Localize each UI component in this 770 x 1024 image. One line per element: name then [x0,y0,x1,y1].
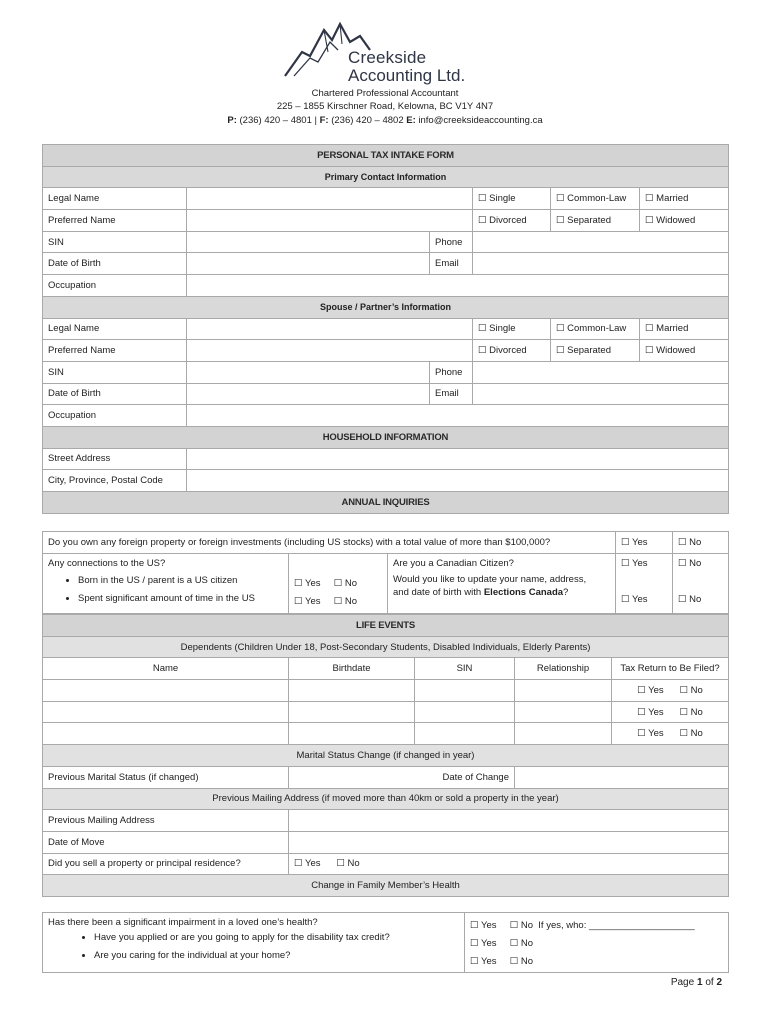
dependent-row [43,680,729,702]
dependent-relationship-input[interactable] [515,680,612,702]
dependent-birthdate-input[interactable] [289,701,415,723]
us-connections-cell [43,553,289,613]
dob-label: Date of Birth [43,253,187,275]
email-input[interactable] [473,253,729,275]
dependent-tax-no-checkbox[interactable]: ☐ No [680,707,703,718]
elections-canada-text: Elections Canada [483,586,564,598]
elections-question-post: ? [563,586,569,598]
prev-mailing-label: Previous Mailing Address [43,810,289,832]
elections-question-pre: and date of birth with [393,586,484,598]
city-input[interactable] [187,470,729,492]
citizen-yes-cell [616,553,673,613]
sin-input[interactable] [187,231,430,253]
dependent-tax-yes-checkbox[interactable]: ☐ Yes [637,685,663,696]
page-label: Page [670,977,695,988]
legal-name-input[interactable] [187,188,473,210]
sell-property-cell [289,853,729,875]
health-if-yes-field[interactable]: If yes, who: ____________________ [538,920,695,931]
foreign-no-checkbox[interactable]: ☐ No [673,532,729,554]
elections-yes-checkbox[interactable]: ☐ Yes [621,594,667,605]
spouse-sin-label: SIN [43,361,187,383]
health-question-cell [43,913,465,973]
health-yes-checkbox[interactable]: ☐ Yes [470,920,496,931]
street-label: Street Address [43,448,187,470]
date-move-label: Date of Move [43,831,289,853]
company-logo [280,12,480,85]
legal-name-label: Legal Name [43,188,187,210]
spouse-preferred-name-label: Preferred Name [43,340,187,362]
health-answer-cell [465,913,729,973]
elections-no-checkbox[interactable]: ☐ No [678,594,723,605]
dob-input[interactable] [187,253,430,275]
dependent-tax-cell [612,680,729,702]
citizen-no-checkbox[interactable]: ☐ No [678,558,723,569]
us-born-no-checkbox[interactable]: ☐ No [334,578,357,589]
sell-yes-checkbox[interactable]: ☐ Yes [294,858,320,869]
dependent-tax-no-checkbox[interactable]: ☐ No [680,728,703,739]
spouse-single-checkbox[interactable]: ☐ Single [473,318,551,340]
spouse-phone-label: Phone [430,361,473,383]
us-checkbox-cell [289,553,388,613]
dtc-yes-checkbox[interactable]: ☐ Yes [470,938,496,949]
col-sin: SIN [415,658,515,680]
elections-question-line2 [393,587,610,598]
preferred-name-input[interactable] [187,210,473,232]
street-input[interactable] [187,448,729,470]
health-bullet-caring: • Are you caring for the individual at your home? [94,947,459,965]
dependent-tax-no-checkbox[interactable]: ☐ No [680,685,703,696]
household-title: HOUSEHOLD INFORMATION [43,426,729,448]
caring-yes-checkbox[interactable]: ☐ Yes [470,956,496,967]
health-no-checkbox[interactable]: ☐ No [510,920,533,931]
dependent-birthdate-input[interactable] [289,723,415,745]
single-checkbox[interactable]: ☐ Single [473,188,551,210]
email-address: info@creeksideaccounting.ca [418,115,543,126]
citizen-yes-checkbox[interactable]: ☐ Yes [621,558,667,569]
health-bullet-dtc: • Have you applied or are you going to apply for the disability tax credit? [94,929,459,947]
contact-line [0,115,770,126]
health-table [42,912,729,973]
spouse-legal-name-label: Legal Name [43,318,187,340]
form-title: PERSONAL TAX INTAKE FORM [43,145,729,167]
spouse-widowed-checkbox[interactable]: ☐ Widowed [640,340,729,362]
page-total: 2 [716,977,722,988]
health-header: Change in Family Member’s Health [43,875,729,897]
dependent-tax-yes-checkbox[interactable]: ☐ Yes [637,707,663,718]
prev-status-label: Previous Marital Status (if changed) [43,766,289,788]
fax-number: (236) 420 – 4802 [331,115,404,126]
dtc-no-checkbox[interactable]: ☐ No [510,938,533,949]
prev-mailing-input[interactable] [289,810,729,832]
preferred-name-label: Preferred Name [43,210,187,232]
spouse-section-header: Spouse / Partner’s Information [43,296,729,318]
occupation-label: Occupation [43,275,187,297]
primary-section-header: Primary Contact Information [43,166,729,188]
spouse-married-checkbox[interactable]: ☐ Married [640,318,729,340]
col-birthdate: Birthdate [289,658,415,680]
phone-number: (236) 420 – 4801 | [239,115,317,126]
life-events-title: LIFE EVENTS [43,615,729,637]
dependent-relationship-input[interactable] [515,723,612,745]
separated-checkbox[interactable]: ☐ Separated [551,210,640,232]
citizen-cell [388,553,616,613]
spouse-dob-label: Date of Birth [43,383,187,405]
dependent-row [43,701,729,723]
sell-property-question: Did you sell a property or principal residence? [43,853,289,875]
email-label: Email [430,253,473,275]
spouse-occupation-label: Occupation [43,405,187,427]
col-name: Name [43,658,289,680]
spouse-separated-checkbox[interactable]: ☐ Separated [551,340,640,362]
us-time-yes-checkbox[interactable]: ☐ Yes [294,596,320,607]
fax-label: F: [319,115,329,126]
spouse-preferred-name-input[interactable] [187,340,473,362]
page-of: of [705,977,714,988]
subtitle: Chartered Professional Accountant [311,88,459,99]
marital-change-header: Marital Status Change (if changed in year) [43,745,729,767]
spouse-occupation-input[interactable] [187,405,729,427]
spouse-email-label: Email [430,383,473,405]
brand-name-line1: Creekside [348,48,427,67]
page-number [671,977,722,988]
personal-info-table [42,144,729,514]
married-checkbox[interactable]: ☐ Married [640,188,729,210]
col-relationship: Relationship [515,658,612,680]
foreign-yes-checkbox[interactable]: ☐ Yes [616,532,673,554]
sin-label: SIN [43,231,187,253]
occupation-input[interactable] [187,275,729,297]
dependent-relationship-input[interactable] [515,701,612,723]
spouse-dob-input[interactable] [187,383,430,405]
widowed-checkbox[interactable]: ☐ Widowed [640,210,729,232]
dependents-header: Dependents (Children Under 18, Post-Secondary Students, Disabled Individuals, Elderly Parents) [43,636,729,658]
us-time-no-checkbox[interactable]: ☐ No [334,596,357,607]
dependent-sin-input[interactable] [415,701,515,723]
spouse-email-input[interactable] [473,383,729,405]
us-bullet-born: • Born in the US / parent is a US citizen [78,572,283,590]
dependent-tax-cell [612,723,729,745]
dependent-row [43,723,729,745]
dependent-name-input[interactable] [43,680,289,702]
brand-name-line2: Accounting Ltd. [348,66,466,85]
life-events-table [42,614,729,897]
address: 225 – 1855 Kirschner Road, Kelowna, BC V1Y 4N7 [276,101,494,112]
dependent-sin-input[interactable] [415,680,515,702]
page-current: 1 [696,977,703,988]
spouse-common-law-checkbox[interactable]: ☐ Common-Law [551,318,640,340]
spouse-phone-input[interactable] [473,361,729,383]
dependent-birthdate-input[interactable] [289,680,415,702]
date-change-input[interactable] [515,766,729,788]
city-label: City, Province, Postal Code [43,470,187,492]
dependent-name-input[interactable] [43,723,289,745]
phone-label: P: [227,115,237,126]
phone-input[interactable] [473,231,729,253]
common-law-checkbox[interactable]: ☐ Common-Law [551,188,640,210]
elections-question-line1: Would you like to update your name, address, [393,573,587,585]
caring-no-checkbox[interactable]: ☐ No [510,956,533,967]
dependent-tax-cell [612,701,729,723]
dependent-tax-yes-checkbox[interactable]: ☐ Yes [637,728,663,739]
date-change-label: Date of Change [289,766,515,788]
email-label: E: [406,115,416,126]
us-bullet-time: • Spent significant amount of time in the US [78,590,283,608]
health-question: Has there been a significant impairment in a loved one’s health? [48,917,318,928]
spouse-legal-name-input[interactable] [187,318,473,340]
foreign-property-question: Do you own any foreign property or foreign investments (including US stocks) with a total value of more than $100,000? [43,532,616,554]
spouse-sin-input[interactable] [187,361,430,383]
dependent-sin-input[interactable] [415,723,515,745]
us-born-yes-checkbox[interactable]: ☐ Yes [294,578,320,589]
col-tax-return: Tax Return to Be Filed? [612,658,729,680]
date-move-input[interactable] [289,831,729,853]
phone-label: Phone [430,231,473,253]
citizen-question: Are you a Canadian Citizen? [393,557,514,569]
us-connections-question: Any connections to the US? [48,557,166,569]
annual-inquiries-table [42,531,729,614]
prev-mailing-header: Previous Mailing Address (if moved more than 40km or sold a property in the year) [43,788,729,810]
sell-no-checkbox[interactable]: ☐ No [336,858,359,869]
annual-title: ANNUAL INQUIRIES [43,492,729,514]
citizen-no-cell [673,553,729,613]
spouse-divorced-checkbox[interactable]: ☐ Divorced [473,340,551,362]
divorced-checkbox[interactable]: ☐ Divorced [473,210,551,232]
dependent-name-input[interactable] [43,701,289,723]
